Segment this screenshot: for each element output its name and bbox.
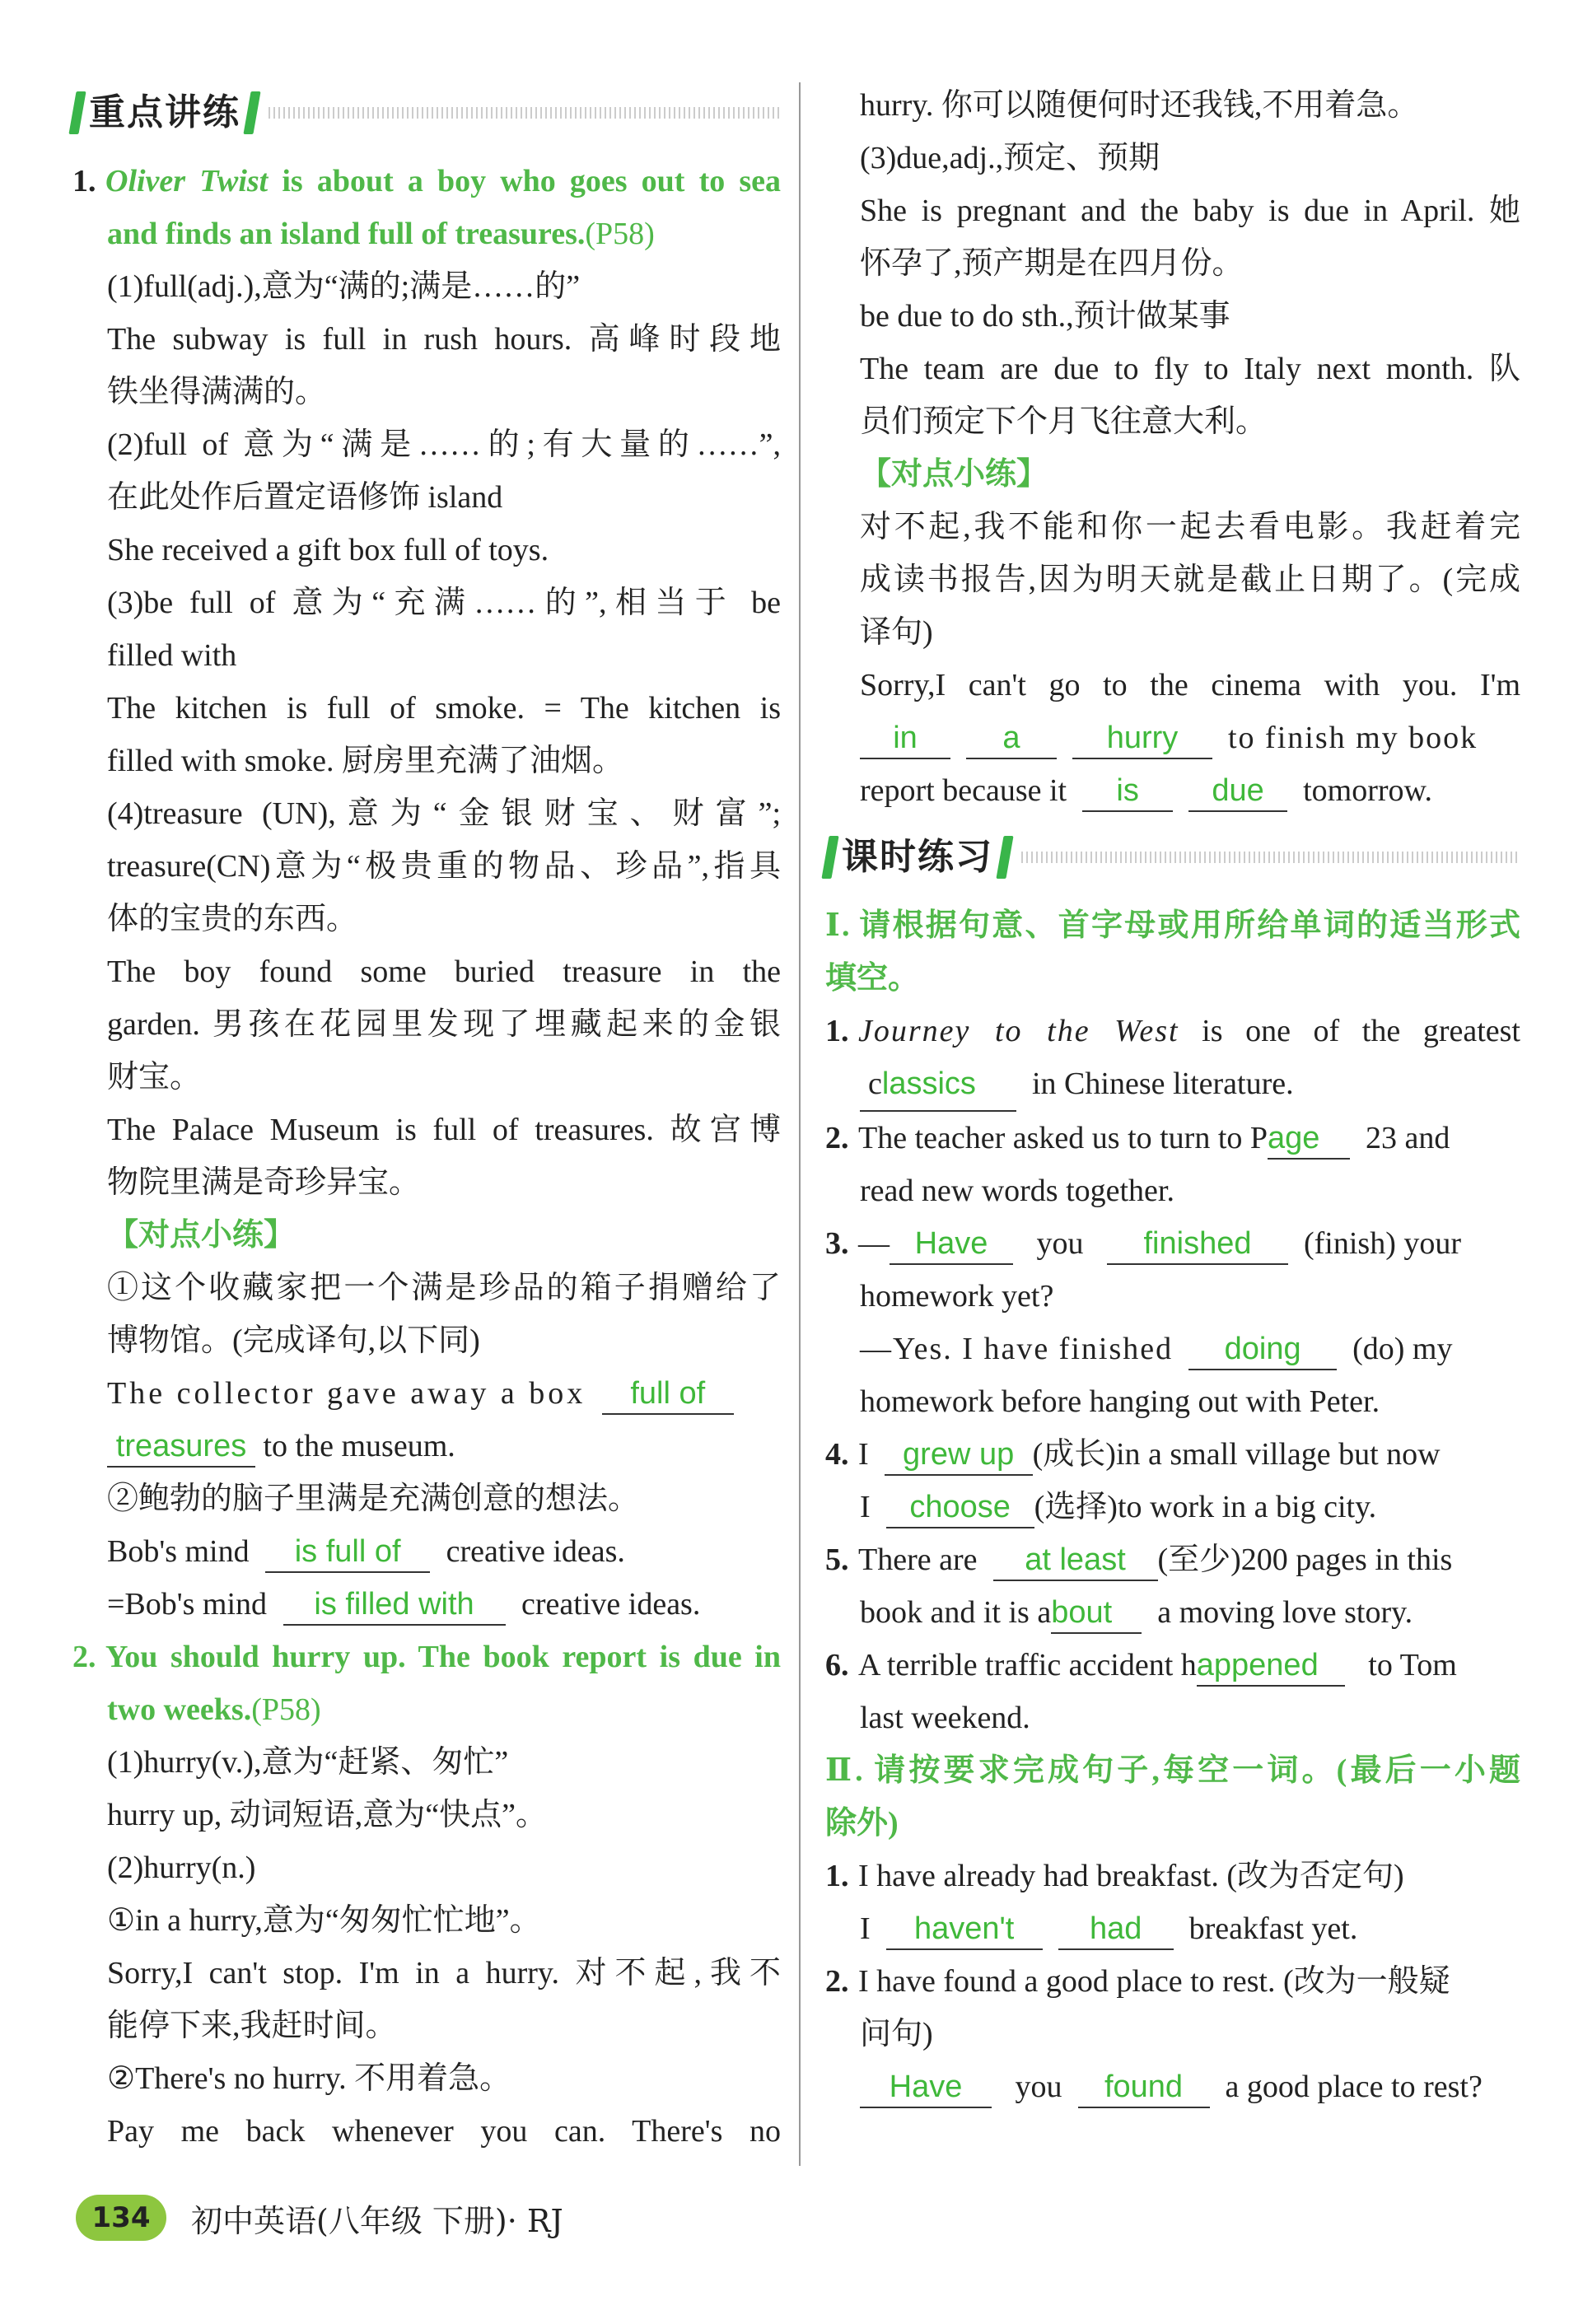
text-line: She received a gift box full of toys. <box>107 533 549 567</box>
text: Bob's mind <box>107 1534 250 1569</box>
text-line: ①这个收藏家把一个满是珍品的箱子捐赠给了 <box>107 1271 781 1305</box>
text-line: filled with <box>107 638 237 673</box>
question-5 <box>825 1533 1520 1586</box>
question-number: 2. <box>825 1964 849 1999</box>
answer-line <box>825 764 1520 817</box>
answer-blank[interactable]: is filled with <box>283 1586 506 1626</box>
answer-blank[interactable]: treasures <box>107 1428 255 1468</box>
answer-blank[interactable]: due <box>1188 772 1287 812</box>
text: (do) my <box>1352 1332 1453 1366</box>
text-line: 译句) <box>860 615 933 650</box>
text: you <box>1015 2070 1062 2104</box>
text-line: 体的宝贵的东西。 <box>107 902 358 936</box>
right-column <box>825 79 1520 2113</box>
text: I <box>860 1911 871 1946</box>
text-line: hurry up, 动词短语,意为“快点”。 <box>107 1798 548 1832</box>
answer-blank[interactable]: Have <box>860 2069 992 2108</box>
text-line: read new words together. <box>860 1174 1174 1208</box>
text-line: homework before hanging out with Peter. <box>860 1384 1380 1419</box>
practice-label: 【对点小练】 <box>107 1218 296 1253</box>
text-line: (3)due,adj.,预定、预期 <box>860 141 1160 175</box>
item-number: 2. <box>72 1640 96 1674</box>
text: a moving love story. <box>1157 1595 1413 1630</box>
answer-line <box>72 1420 781 1472</box>
text-line: 在此处作后置定语修饰 island <box>107 480 503 515</box>
text-line: ②鲍勃的脑子里满是充满创意的想法。 <box>107 1482 640 1516</box>
question-number: 3. <box>825 1226 849 1261</box>
letter: c <box>868 1066 882 1101</box>
item2-heading <box>72 1631 781 1683</box>
text-line: The team are due to fly to Italy next month. 队 <box>860 352 1520 386</box>
page-number: 134 <box>76 2195 166 2241</box>
text: to the museum. <box>263 1429 455 1463</box>
text-line: (3)be full of 意为“充满……的”,相当于 be <box>107 586 781 620</box>
text-line: 对不起,我不能和你一起去看电影。我赶着完 <box>860 510 1520 544</box>
answer-line <box>72 1578 781 1631</box>
text: a good place to rest? <box>1225 2070 1483 2104</box>
text: tomorrow. <box>1303 773 1433 808</box>
item1-heading-text2: and finds an island full of treasures. <box>107 217 586 251</box>
question-number: 1. <box>825 1014 849 1048</box>
text-line: (4)treasure (UN),意为“金银财宝、财富”; <box>107 796 781 831</box>
text: creative ideas. <box>521 1587 701 1622</box>
text: breakfast yet. <box>1188 1911 1358 1946</box>
answer-blank[interactable]: appened <box>1197 1647 1345 1687</box>
answer-blank[interactable]: finished <box>1107 1225 1288 1265</box>
item1-heading-cont <box>72 208 781 260</box>
answer-blank[interactable]: age <box>1268 1120 1350 1160</box>
text: (至少)200 pages in this <box>1157 1542 1453 1577</box>
item1-heading-italic: Oliver Twist <box>105 164 269 198</box>
text-line: She is pregnant and the baby is due in April. 她 <box>860 194 1520 228</box>
answer-blank[interactable]: found <box>1078 2069 1210 2108</box>
part2-instruction: 除外) <box>825 1806 899 1841</box>
column-divider <box>799 82 801 2166</box>
text-line: last weekend. <box>860 1701 1030 1735</box>
text-line: (1)hurry(v.),意为“赶紧、匆忙” <box>107 1745 509 1780</box>
item1-heading-text: is about a boy who goes out to sea <box>268 164 781 198</box>
header-dotted-rule <box>1021 852 1520 863</box>
text-line: ②There's no hurry. 不用着急。 <box>107 2061 511 2096</box>
text-line: The kitchen is full of smoke. = The kitchen is <box>107 691 781 726</box>
answer-blank[interactable]: doing <box>1188 1331 1337 1370</box>
answer-blank[interactable]: haven't <box>886 1911 1043 1950</box>
text: — <box>858 1226 890 1261</box>
question-6 <box>825 1639 1520 1692</box>
text: to finish my book <box>1228 721 1478 755</box>
left-column <box>72 76 781 2158</box>
answer-blank[interactable]: a <box>966 720 1057 759</box>
answer-line <box>825 2060 1520 2113</box>
answer-blank[interactable]: grew up <box>885 1436 1033 1476</box>
text-line: garden. 男孩在花园里发现了埋藏起来的金银 <box>107 1007 781 1042</box>
item2-heading-text2: two weeks. <box>107 1692 252 1727</box>
part1-instruction: Ⅰ. 请根据句意、首字母或用所给单词的适当形式 <box>825 908 1520 943</box>
text-line: hurry. 你可以随便何时还我钱,不用着急。 <box>860 88 1419 123</box>
text: The collector gave away a box <box>107 1376 586 1411</box>
text-line: 员们预定下个月飞往意大利。 <box>860 404 1268 439</box>
item2-heading-cont <box>72 1683 781 1736</box>
text-line: 问句) <box>860 2017 933 2051</box>
text-line: Sorry,I can't go to the cinema with you. I'm <box>860 668 1520 702</box>
answer-blank[interactable]: Have <box>890 1225 1013 1265</box>
answer-blank[interactable]: at least <box>993 1542 1158 1581</box>
text-line: treasure(CN)意为“极贵重的物品、珍品”,指具 <box>107 849 781 884</box>
text: (选择)to work in a big city. <box>1034 1490 1377 1524</box>
question-number: 4. <box>825 1437 849 1472</box>
section-header-exercises <box>825 820 1520 894</box>
text: There are <box>858 1542 978 1577</box>
header-bar-icon <box>68 91 86 134</box>
text: I have already had breakfast. (改为否定句) <box>858 1859 1404 1893</box>
answer-blank[interactable]: lassics <box>881 1066 976 1101</box>
header-dotted-rule <box>269 107 781 119</box>
text-line: homework yet? <box>860 1279 1054 1314</box>
answer-blank[interactable]: choose <box>886 1489 1034 1528</box>
question-4 <box>825 1428 1520 1481</box>
section-title: 重点讲练 <box>89 91 240 133</box>
answer-line <box>72 1367 781 1420</box>
text: I <box>858 1437 869 1472</box>
page-ref: (P58) <box>251 1692 321 1727</box>
text: —Yes. I have finished <box>860 1332 1174 1366</box>
page-ref: (P58) <box>585 217 655 251</box>
text-line: 财宝。 <box>107 1060 202 1094</box>
section-header-key-points <box>72 76 781 150</box>
text-line: filled with smoke. 厨房里充满了油烟。 <box>107 744 623 778</box>
answer-blank[interactable]: in <box>860 720 950 759</box>
question-number: 6. <box>825 1648 849 1682</box>
header-bar-icon <box>243 91 260 134</box>
question-3 <box>825 1217 1520 1270</box>
answer-line <box>825 1586 1520 1639</box>
text-line: The Palace Museum is full of treasures. 故宫博 <box>107 1113 781 1147</box>
answer-blank[interactable]: bout <box>1051 1594 1142 1634</box>
text: creative ideas. <box>446 1534 625 1569</box>
header-bar-icon <box>821 836 838 879</box>
book-title: 初中英语(八年级 下册)· RJ <box>191 2202 563 2239</box>
text: book and it is a <box>860 1595 1052 1630</box>
item1-heading <box>72 155 781 208</box>
text-line: 能停下来,我赶时间。 <box>107 2009 397 2043</box>
text-line: 博物馆。(完成译句,以下同) <box>107 1323 480 1358</box>
answer-line <box>825 1481 1520 1533</box>
italic-text: Journey to the West <box>858 1014 1179 1048</box>
section-title: 课时练习 <box>842 836 993 878</box>
answer-blank[interactable]: hurry <box>1072 720 1212 759</box>
answer-line <box>825 1902 1520 1955</box>
answer-blank[interactable]: full of <box>602 1375 734 1415</box>
text-line: 成读书报告,因为明天就是截止日期了。(完成 <box>860 562 1520 597</box>
part1-instruction: 填空。 <box>825 961 920 996</box>
text-line: 铁坐得满满的。 <box>107 375 327 409</box>
item2-heading-text: You should hurry up. The book report is due in <box>105 1640 781 1674</box>
text-line: 怀孕了,预产期是在四月份。 <box>860 246 1244 281</box>
answer-blank[interactable]: is <box>1082 772 1173 812</box>
text: I <box>860 1490 871 1524</box>
text: A terrible traffic accident h <box>858 1648 1197 1682</box>
part2-instruction: Ⅱ. 请按要求完成句子,每空一词。(最后一小题 <box>825 1753 1520 1788</box>
question-1 <box>825 1005 1520 1057</box>
text-line: (1)full(adj.),意为“满的;满是……的” <box>107 269 581 304</box>
answer-line <box>825 712 1520 764</box>
question-number: 2. <box>825 1121 849 1155</box>
answer-blank[interactable]: had <box>1058 1911 1174 1950</box>
practice-label: 【对点小练】 <box>860 457 1048 492</box>
text-line: The subway is full in rush hours. 高峰时段地 <box>107 322 781 357</box>
text-line: Pay me back whenever you can. There's no <box>107 2114 781 2149</box>
answer-line <box>825 1323 1520 1375</box>
question-2 <box>825 1955 1520 2008</box>
answer-line <box>825 1057 1520 1112</box>
text-line: ①in a hurry,意为“匆匆忙忙地”。 <box>107 1903 541 1938</box>
text: 23 and <box>1366 1121 1450 1155</box>
text: (成长)in a small village but now <box>1032 1437 1441 1472</box>
text: you <box>1036 1226 1084 1261</box>
text: I have found a good place to rest. (改为一般疑 <box>858 1964 1450 1999</box>
question-number: 1. <box>825 1859 849 1893</box>
item-number: 1. <box>72 164 96 198</box>
text: =Bob's mind <box>107 1587 268 1622</box>
text: is one of the greatest <box>1179 1014 1520 1048</box>
text-line: be due to do sth.,预计做某事 <box>860 299 1230 334</box>
question-1 <box>825 1850 1520 1902</box>
text-line: 物院里满是奇珍异宝。 <box>107 1165 421 1200</box>
text: report because it <box>860 773 1067 808</box>
text: in Chinese literature. <box>1032 1066 1294 1101</box>
text-line: (2)full of 意为“满是……的;有大量的……”, <box>107 427 781 462</box>
text: The teacher asked us to turn to P <box>858 1121 1268 1155</box>
text-line: (2)hurry(n.) <box>107 1850 256 1885</box>
answer-blank[interactable]: is full of <box>265 1533 430 1573</box>
text-line: The boy found some buried treasure in the <box>107 954 781 989</box>
text-line: Sorry,I can't stop. I'm in a hurry. 对不起,我不 <box>107 1956 781 1990</box>
question-2 <box>825 1112 1520 1164</box>
page-footer <box>76 2195 563 2241</box>
text: to Tom <box>1368 1648 1457 1682</box>
text: (finish) your <box>1304 1226 1462 1261</box>
answer-line <box>72 1525 781 1578</box>
question-number: 5. <box>825 1542 849 1577</box>
header-bar-icon <box>996 836 1013 879</box>
